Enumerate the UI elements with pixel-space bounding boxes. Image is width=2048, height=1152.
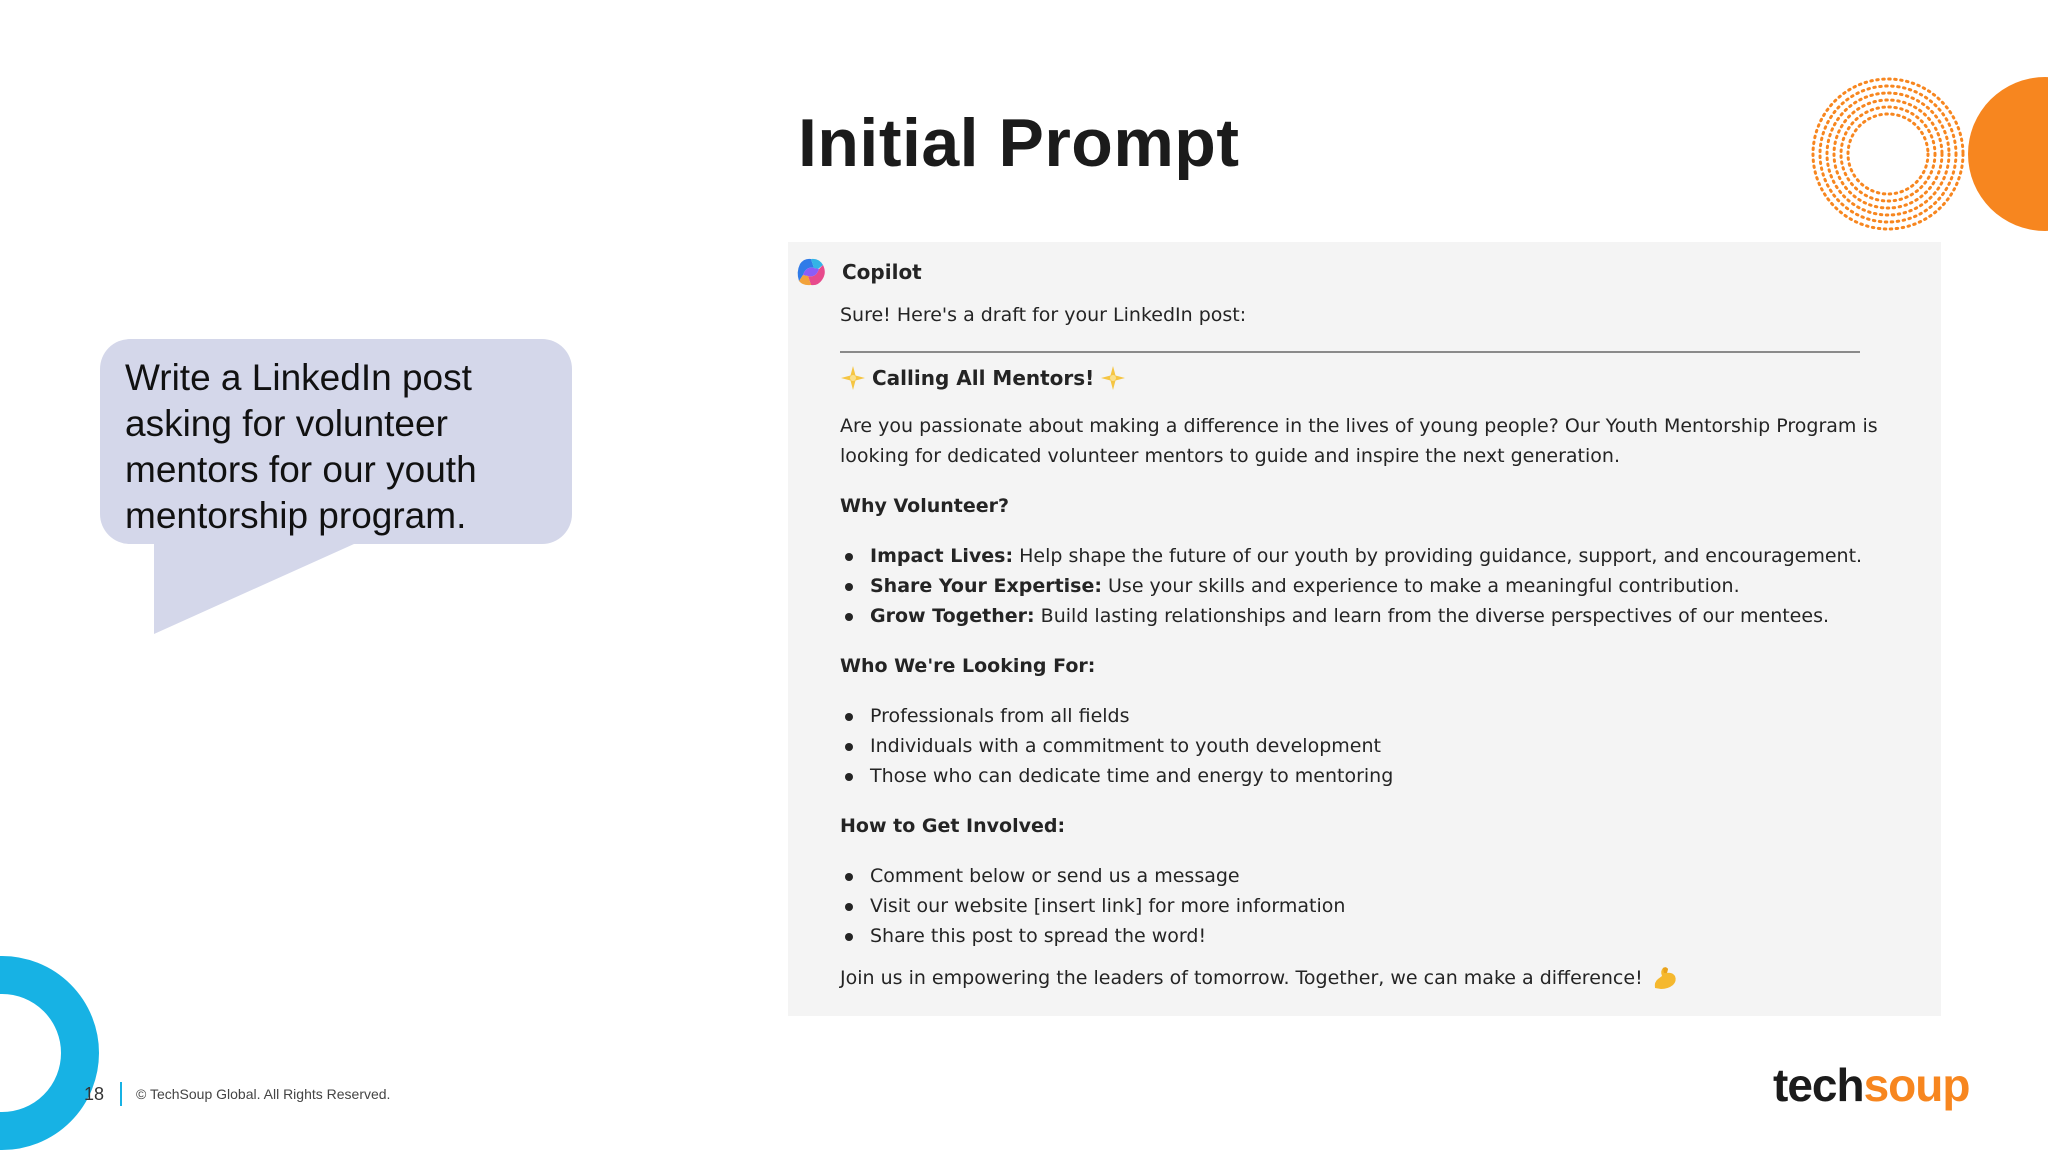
logo-text-tech: tech xyxy=(1773,1059,1864,1111)
orange-circle-decoration xyxy=(1968,77,2048,231)
how-heading: How to Get Involved: xyxy=(840,815,1066,837)
how-list xyxy=(840,861,1910,951)
list-item-text: Those who can dedicate time and energy to mentoring xyxy=(870,765,1394,787)
list-item-text: Use your skills and experience to make a meaningful contribution. xyxy=(1101,575,1740,597)
list-item-text: Professionals from all fields xyxy=(870,705,1130,727)
sparkle-icon xyxy=(1100,365,1126,391)
list-item-text: Individuals with a commitment to youth development xyxy=(870,735,1381,757)
who-list xyxy=(840,701,1910,791)
list-item-text: Comment below or send us a message xyxy=(870,865,1240,887)
closing-text: Join us in empowering the leaders of tomorrow. Together, we can make a difference! xyxy=(840,967,1643,989)
divider xyxy=(840,351,1860,353)
page-number: 18 xyxy=(84,1083,105,1104)
concentric-rings-decoration xyxy=(1808,74,1968,234)
post-closing xyxy=(840,963,1910,993)
slide-footer xyxy=(84,1082,390,1106)
bullet-icon xyxy=(845,933,853,941)
speech-bubble-tail xyxy=(154,544,354,634)
list-item-bold: Share Your Expertise: xyxy=(870,575,1102,597)
list-item xyxy=(870,541,1910,571)
list-item-bold: Impact Lives: xyxy=(870,545,1014,567)
who-heading: Who We're Looking For: xyxy=(840,655,1096,677)
bullet-icon xyxy=(845,553,853,561)
flexed-biceps-icon xyxy=(1651,964,1679,992)
list-item-text: Visit our website [insert link] for more information xyxy=(870,895,1346,917)
list-item xyxy=(870,761,1910,791)
bullet-icon xyxy=(845,903,853,911)
copilot-name: Copilot xyxy=(842,260,922,284)
footer-divider xyxy=(120,1082,122,1106)
bullet-icon xyxy=(845,583,853,591)
bullet-icon xyxy=(845,873,853,881)
prompt-text: Write a LinkedIn post asking for volunteer mentors for our youth mentorship program. xyxy=(100,339,572,544)
list-item xyxy=(870,701,1910,731)
copilot-logo-icon xyxy=(794,255,828,289)
techsoup-logo xyxy=(1773,1058,1969,1112)
list-item xyxy=(870,731,1910,761)
post-heading xyxy=(840,363,1910,393)
list-item-text: Build lasting relationships and learn from the diverse perspectives of our mentees. xyxy=(1034,605,1830,627)
copilot-intro: Sure! Here's a draft for your LinkedIn post: xyxy=(840,304,1247,326)
bullet-icon xyxy=(845,773,853,781)
list-item xyxy=(870,891,1910,921)
blue-ring-decoration xyxy=(0,956,99,1150)
list-item-text: Help shape the future of our youth by providing guidance, support, and encouragement. xyxy=(1013,545,1863,567)
bullet-icon xyxy=(845,713,853,721)
list-item-bold: Grow Together: xyxy=(870,605,1035,627)
copilot-response-panel xyxy=(788,242,1941,1016)
slide-title: Initial Prompt xyxy=(798,105,1240,181)
list-item xyxy=(870,861,1910,891)
post-paragraph: Are you passionate about making a difference in the lives of young people? Our Youth Mentorship Program is looking for dedicated volunteer mentors to guide and inspire the next generation. xyxy=(840,415,1878,467)
copilot-message xyxy=(840,300,1910,993)
prompt-speech-bubble xyxy=(100,339,572,544)
bullet-icon xyxy=(845,743,853,751)
list-item xyxy=(870,601,1910,631)
why-volunteer-list xyxy=(840,541,1910,631)
list-item xyxy=(870,921,1910,951)
why-volunteer-heading: Why Volunteer? xyxy=(840,495,1010,517)
copilot-header xyxy=(794,256,922,288)
list-item-text: Share this post to spread the word! xyxy=(870,925,1207,947)
sparkle-icon xyxy=(840,365,866,391)
bullet-icon xyxy=(845,613,853,621)
logo-text-soup: soup xyxy=(1863,1059,1970,1111)
list-item xyxy=(870,571,1910,601)
post-heading-text: Calling All Mentors! xyxy=(872,366,1095,390)
copyright-text: © TechSoup Global. All Rights Reserved. xyxy=(136,1086,391,1102)
